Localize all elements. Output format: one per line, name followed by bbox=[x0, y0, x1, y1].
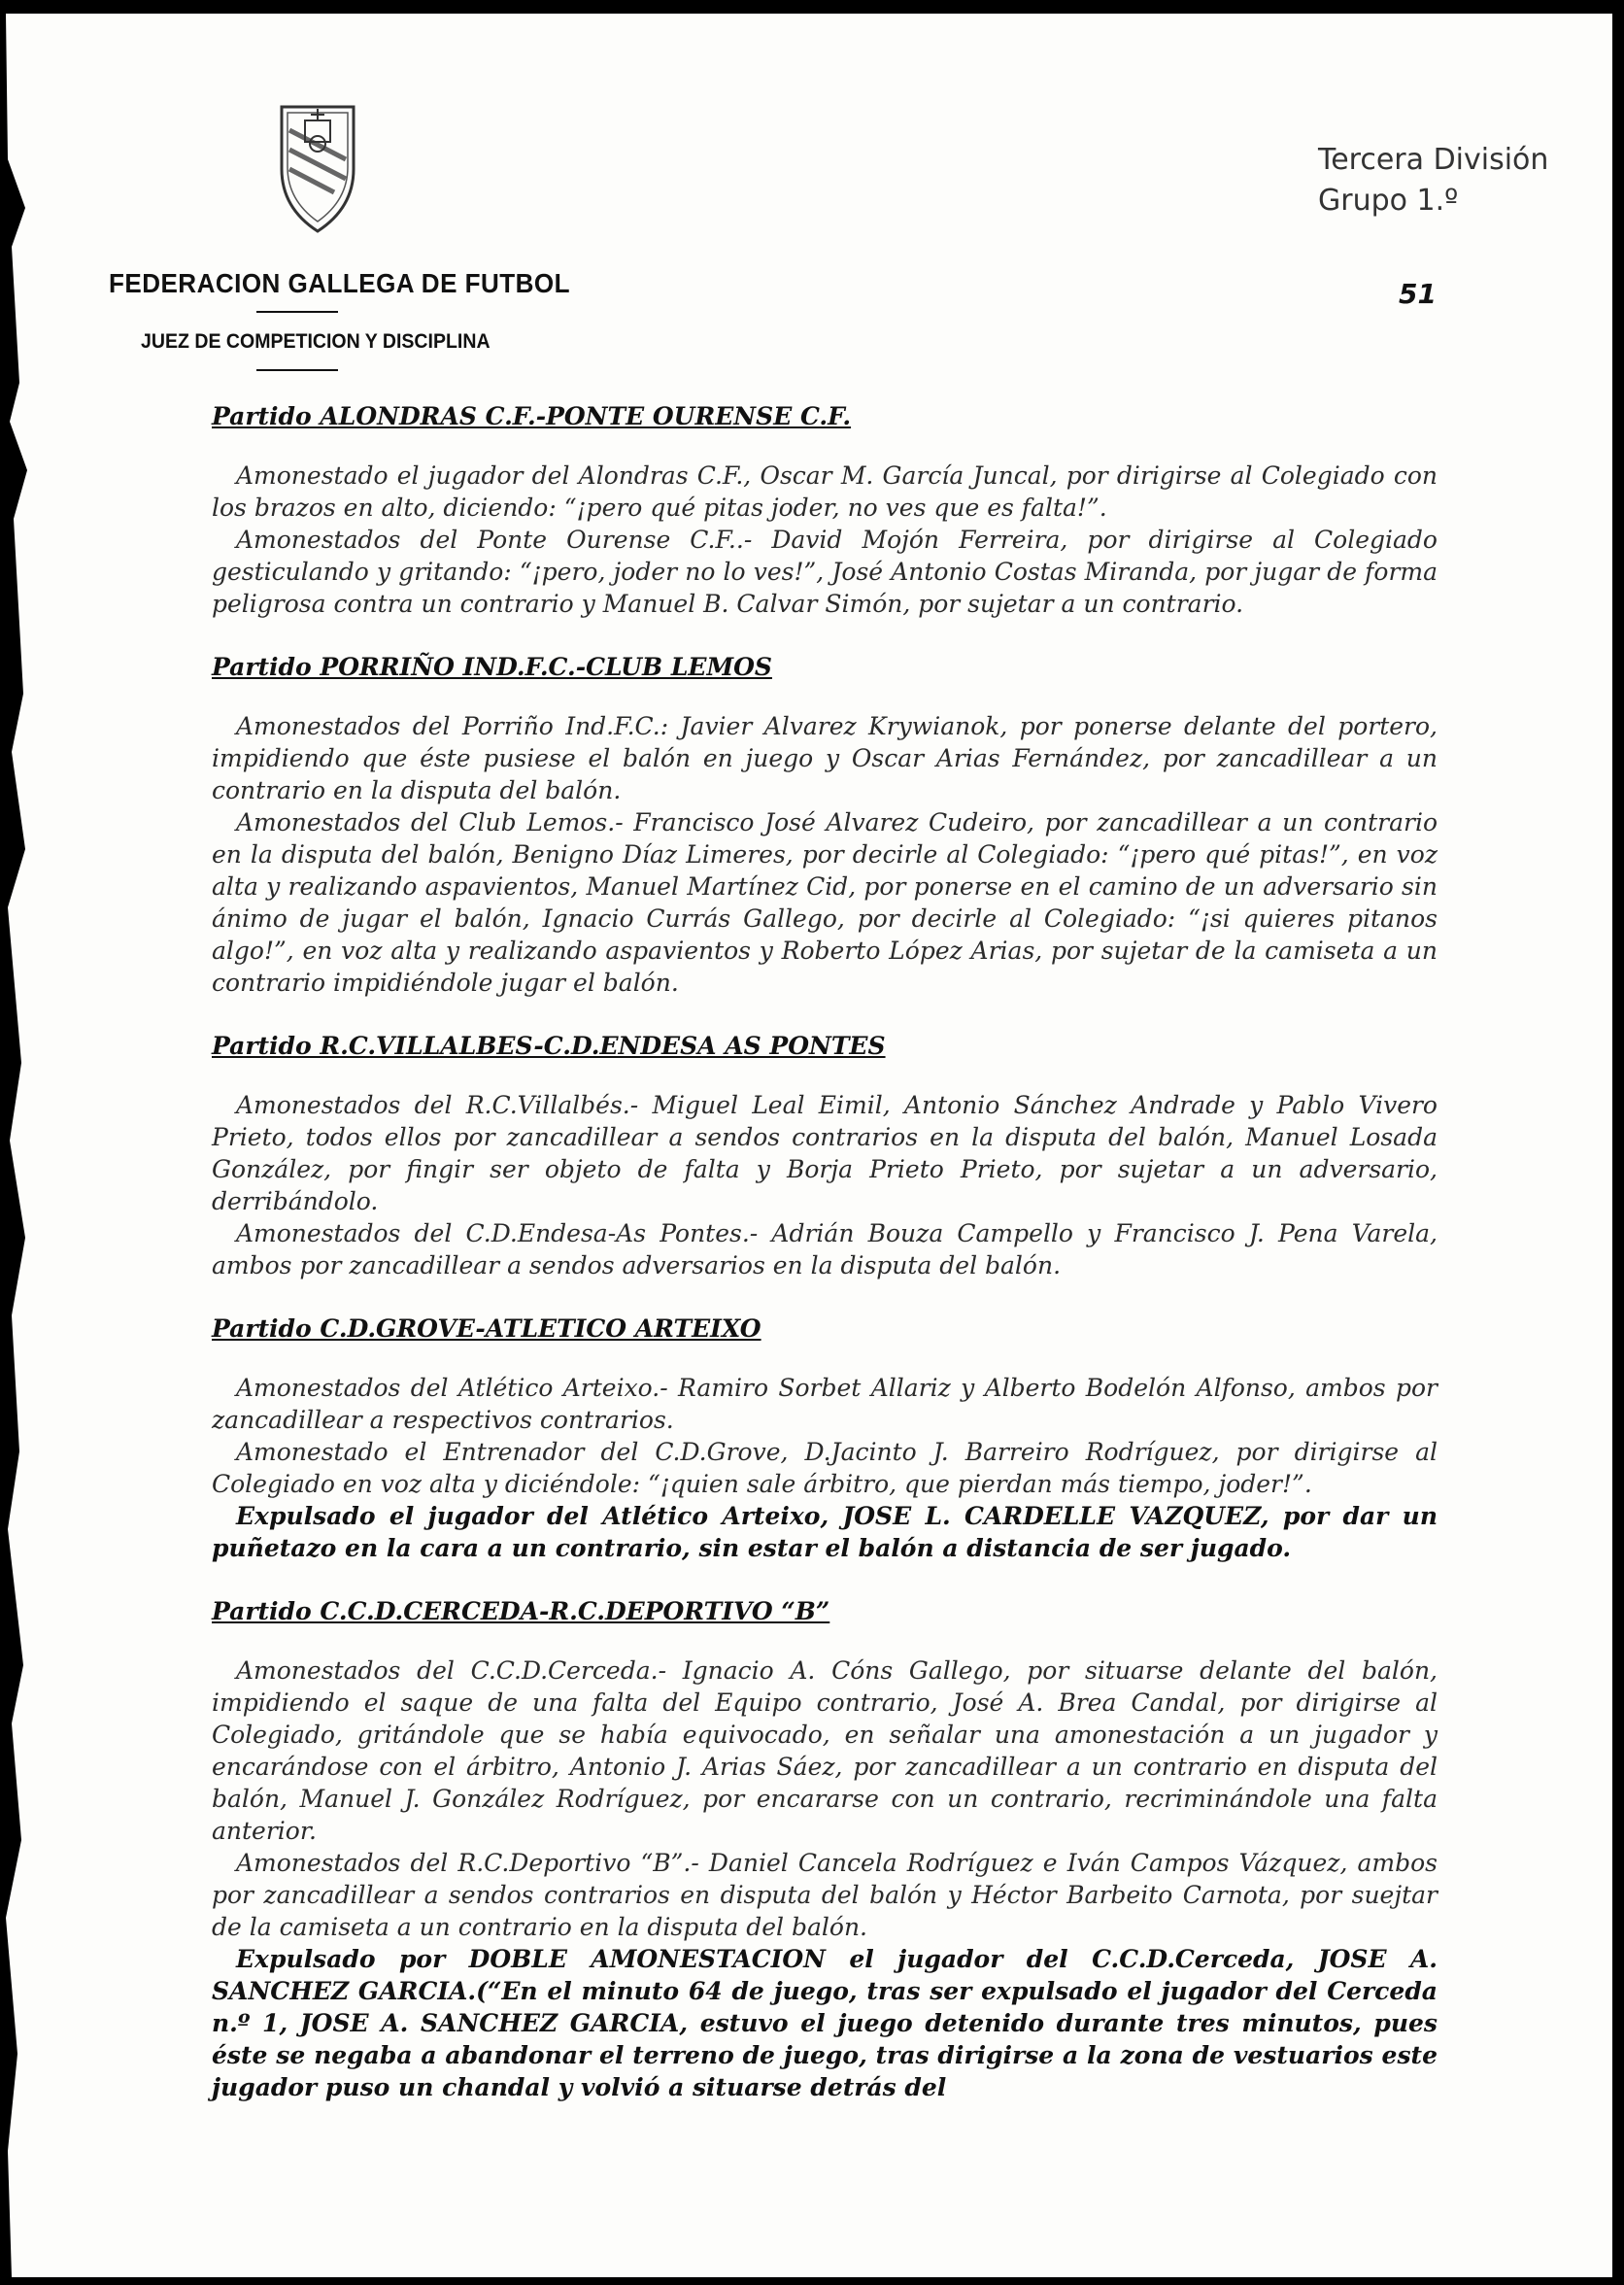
resolution-body bbox=[212, 400, 1438, 2134]
header-rule-lower bbox=[256, 369, 338, 371]
committee-subtitle: JUEZ DE COMPETICION Y DISCIPLINA bbox=[141, 330, 491, 353]
sanction-paragraph: Amonestados del C.C.D.Cerceda.- Ignacio A. Cóns Gallego, por situarse delante del balón, impidiendo el saque de una falta del Equipo contrario, José A. Brea Candal, por dirigirse al Colegiado, gritándole que se había equivocado, en señalar una amonestación a un jugador y encarándose con el árbitro, Antonio J. Arias Sáez, por zancadillear a un contrario en disputa del balón, Manuel J. González Rodríguez, por encararse con un contrario, recriminándole una falta anterior. bbox=[212, 1656, 1438, 1845]
match-section bbox=[212, 1313, 1438, 1564]
document-page bbox=[0, 14, 1612, 2277]
page-number: 51 bbox=[1399, 278, 1437, 310]
match-title: Partido C.D.GROVE-ATLETICO ARTEIXO bbox=[212, 1314, 761, 1343]
group-name: Grupo 1.º bbox=[1318, 184, 1459, 218]
sanction-paragraph: Amonestados del R.C.Villalbés.- Miguel Leal Eimil, Antonio Sánchez Andrade y Pablo Vivero Prieto, todos ellos por zancadillear a sendos contrarios en la disputa del balón, Manuel Losada González, por fingir ser objeto de falta y Borja Prieto Prieto, por sujetar a un adversario, derribándolo. bbox=[212, 1091, 1438, 1215]
sanction-paragraph: Amonestado el jugador del Alondras C.F., Oscar M. García Juncal, por dirigirse al Colegiado con los brazos en alto, diciendo: “¡pero qué pitas joder, no ves que es falta!”. bbox=[212, 461, 1438, 522]
match-title: Partido PORRIÑO IND.F.C.-CLUB LEMOS bbox=[212, 653, 772, 681]
match-title: Partido ALONDRAS C.F.-PONTE OURENSE C.F. bbox=[212, 402, 852, 430]
sanction-paragraph: Amonestados del R.C.Deportivo “B”.- Daniel Cancela Rodríguez e Iván Campos Vázquez, ambos por zancadillear a sendos contrarios en disputa del balón y Héctor Barbeito Carnota, por suejtar de la camiseta a un contrario en la disputa del balón. bbox=[212, 1849, 1438, 1941]
expulsion-paragraph: Expulsado por DOBLE AMONESTACION el jugador del C.C.D.Cerceda, JOSE A. SANCHEZ GARCIA.(“En el minuto 64 de juego, tras ser expulsado el jugador del Cerceda n.º 1, JOSE A. SANCHEZ GARCIA, estuvo el juego detenido durante tres minutos, pues éste se negaba a abandonar el terreno de juego, tras dirigirse a la zona de vestuarios este jugador puso un chandal y volvió a situarse detrás del bbox=[212, 1945, 1438, 2101]
match-title: Partido R.C.VILLALBES-C.D.ENDESA AS PONTES bbox=[212, 1032, 886, 1060]
match-section bbox=[212, 651, 1438, 999]
division-label bbox=[1318, 140, 1548, 222]
sanction-paragraph: Amonestados del Atlético Arteixo.- Ramiro Sorbet Allariz y Alberto Bodelón Alfonso, ambos por zancadillear a respectivos contrarios. bbox=[212, 1374, 1438, 1434]
sanction-paragraph: Amonestado el Entrenador del C.D.Grove, D.Jacinto J. Barreiro Rodríguez, por dirigirse al Colegiado en voz alta y diciéndole: “¡quien sale árbitro, que pierdan más tiempo, joder!”. bbox=[212, 1438, 1438, 1498]
division-name: Tercera División bbox=[1318, 143, 1549, 177]
sanction-paragraph: Amonestados del C.D.Endesa-As Pontes.- Adrián Bouza Campello y Francisco J. Pena Varela, ambos por zancadillear a sendos adversarios en la disputa del balón. bbox=[212, 1219, 1438, 1279]
match-section bbox=[212, 1595, 1438, 2103]
sanction-paragraph: Amonestados del Porriño Ind.F.C.: Javier Alvarez Krywianok, por ponerse delante del portero, impidiendo que éste pusiese el balón en juego y Oscar Arias Fernández, por zancadillear a un contrario en la disputa del balón. bbox=[212, 712, 1438, 804]
sanction-paragraph: Amonestados del Ponte Ourense C.F..- David Mojón Ferreira, por dirigirse al Colegiado gesticulando y gritando: “¡pero, joder no lo ves!”, José Antonio Costas Miranda, por jugar de forma peligrosa contra un contrario y Manuel B. Calvar Simón, por sujetar a un contrario. bbox=[212, 526, 1438, 618]
match-title: Partido C.C.D.CERCEDA-R.C.DEPORTIVO “B” bbox=[212, 1597, 830, 1625]
expulsion-paragraph: Expulsado el jugador del Atlético Arteixo, JOSE L. CARDELLE VAZQUEZ, por dar un puñetazo en la cara a un contrario, sin estar el balón a distancia de ser jugado. bbox=[212, 1502, 1438, 1562]
match-section bbox=[212, 400, 1438, 620]
match-section bbox=[212, 1030, 1438, 1281]
federation-crest-icon bbox=[276, 101, 359, 237]
header-rule-upper bbox=[256, 311, 338, 313]
torn-edge bbox=[0, 14, 29, 2277]
sanction-paragraph: Amonestados del Club Lemos.- Francisco José Alvarez Cudeiro, por zancadillear a un contrario en la disputa del balón, Benigno Díaz Limeres, por decirle al Colegiado: “¡pero qué pitas!”, en voz alta y realizando aspavientos, Manuel Martínez Cid, por ponerse en el camino de un adversario sin ánimo de jugar el balón, Ignacio Currás Gallego, por decirle al Colegiado: “¡si quieres pitanos algo!”, en voz alta y realizando aspavientos y Roberto López Arias, por sujetar de la camiseta a un contrario impidiéndole jugar el balón. bbox=[212, 808, 1438, 997]
federation-title: FEDERACION GALLEGA DE FUTBOL bbox=[109, 268, 570, 298]
